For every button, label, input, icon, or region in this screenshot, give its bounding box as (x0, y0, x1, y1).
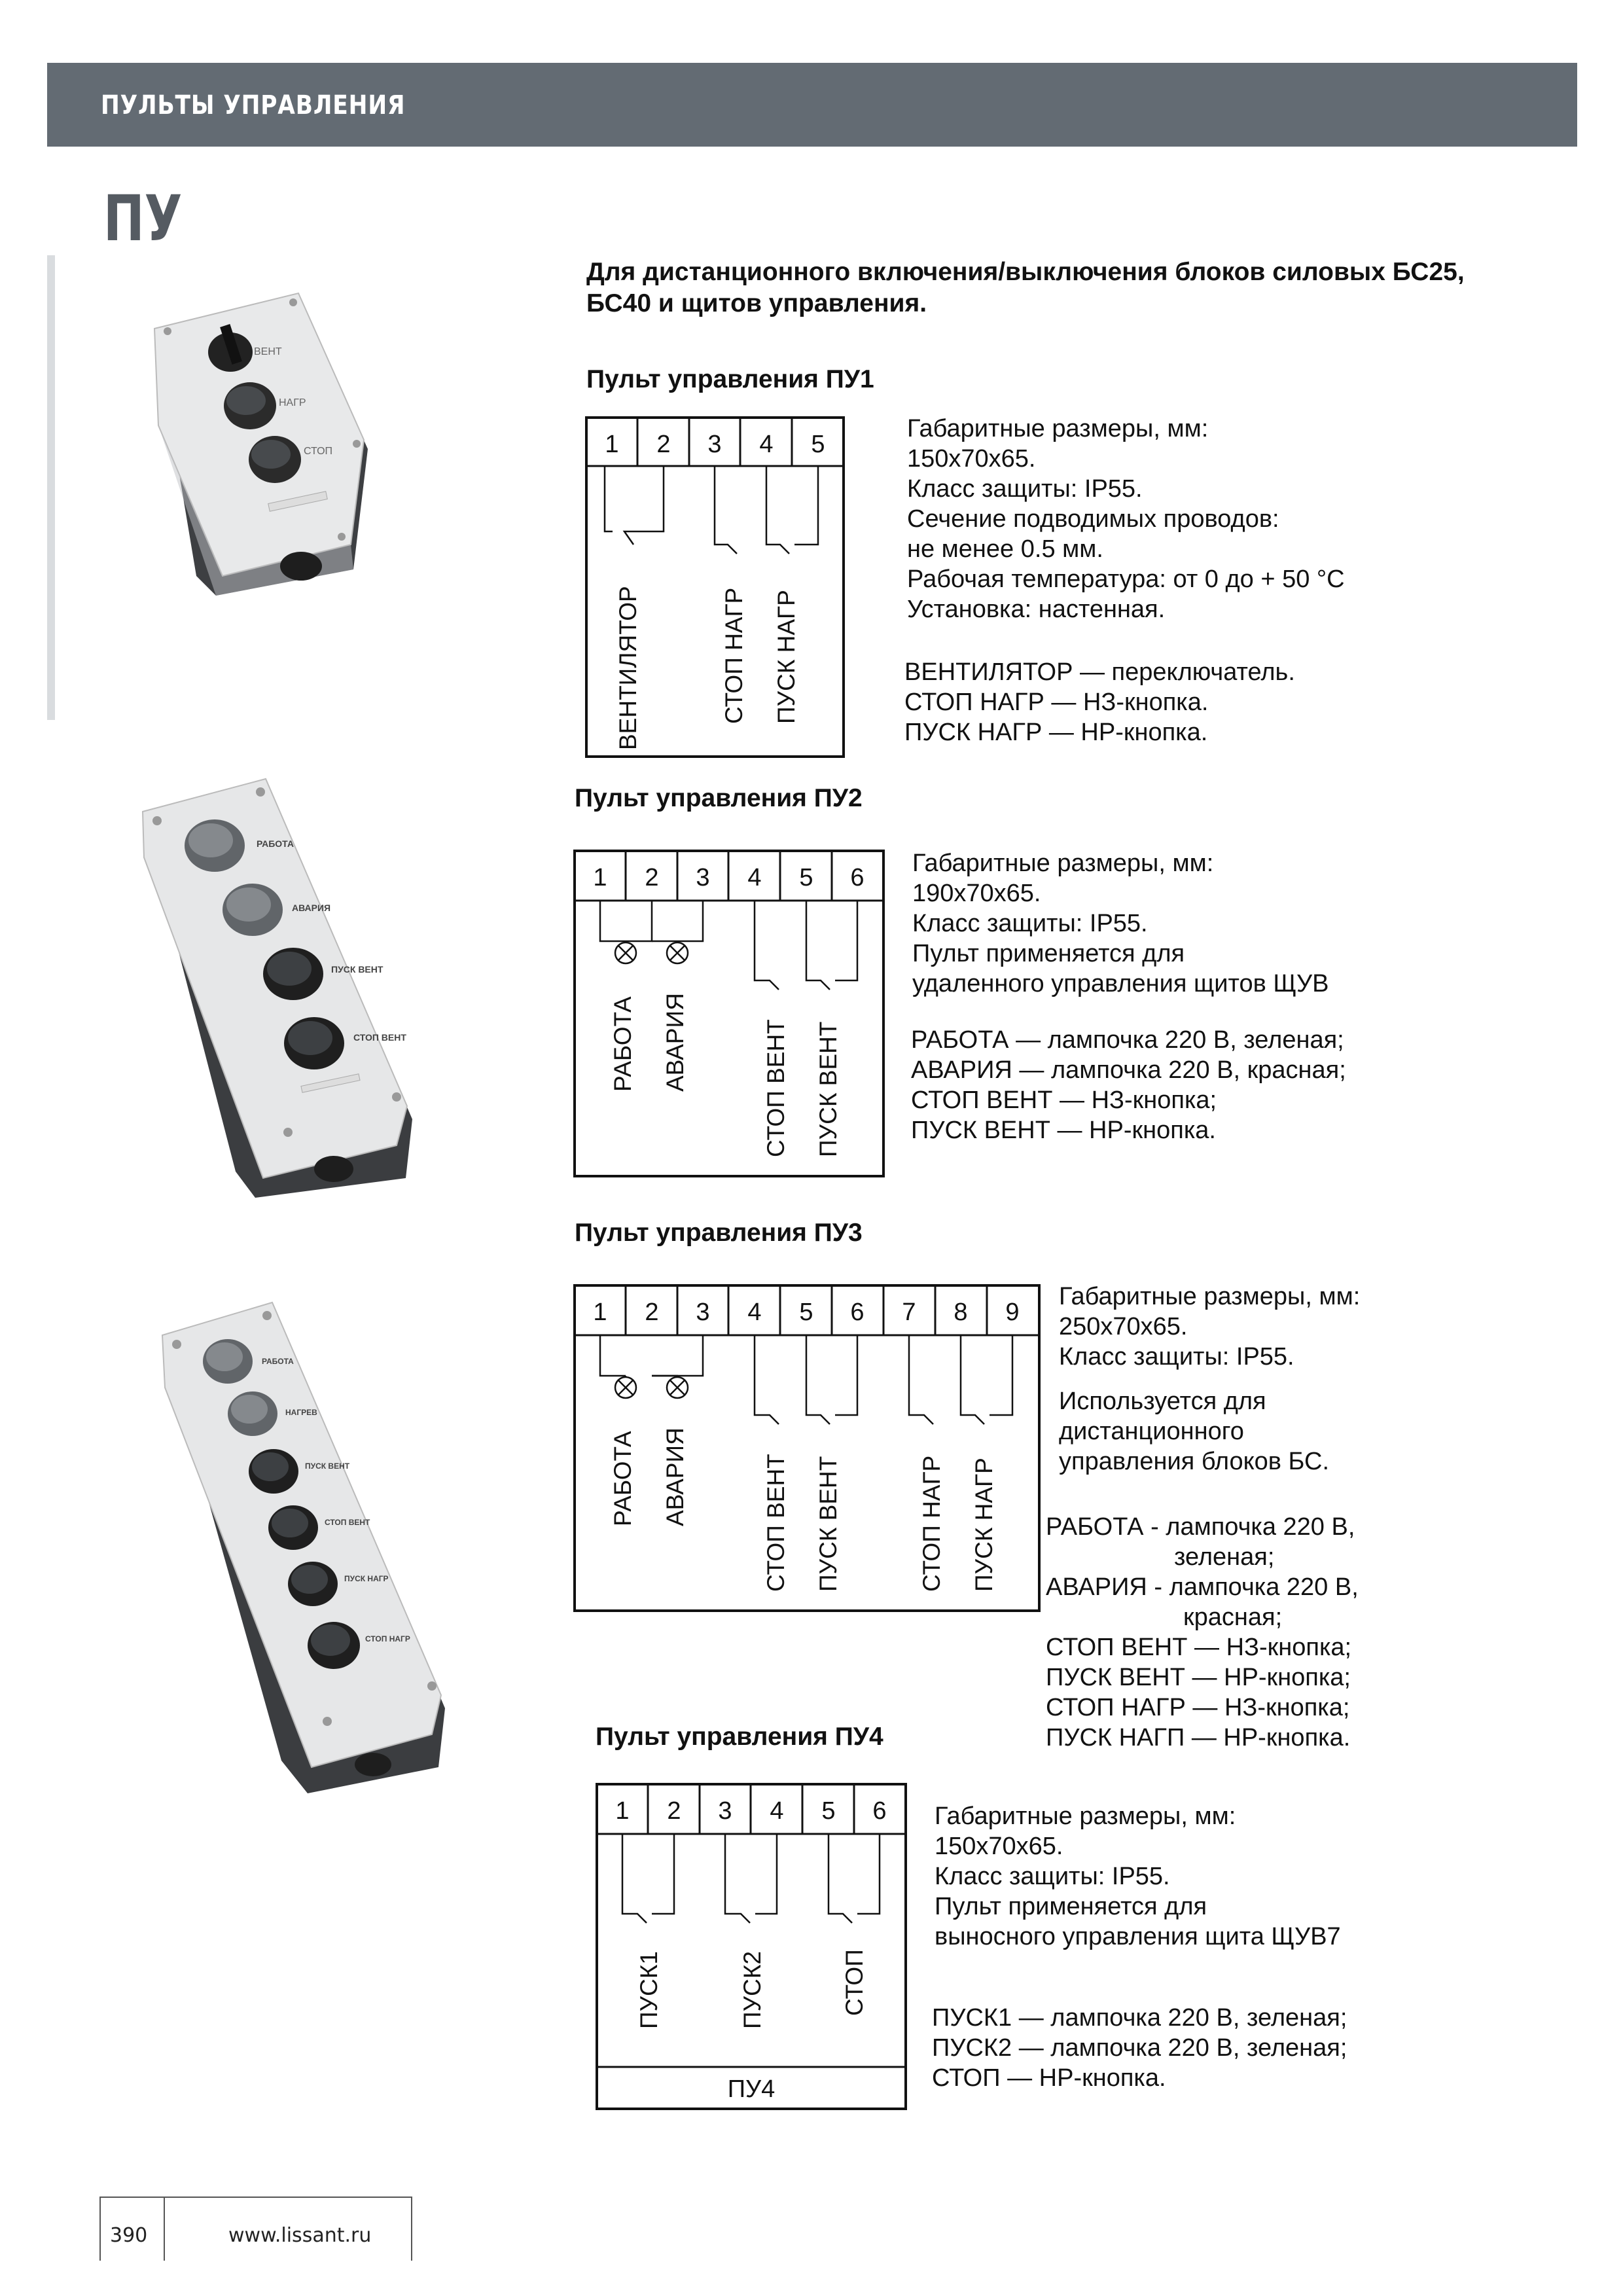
pu2-terminal: 2 (645, 864, 659, 891)
pu1-diagram (585, 416, 847, 763)
pu4-footer-label: ПУ4 (727, 2075, 776, 2103)
pu4-terminal: 6 (872, 1797, 887, 1825)
pu3-specs (1059, 1282, 1360, 1477)
pu2-spec-line: Пульт применяется для (912, 940, 1185, 967)
pu1-photo-label: СТОП (304, 446, 333, 457)
pu4-spec-line: Пульт применяется для (935, 1893, 1207, 1920)
pu3-terminal: 1 (593, 1299, 607, 1326)
pu2-photo-label: АВАРИЯ (292, 903, 331, 913)
pu3-spec-line: Габаритные размеры, мм: (1059, 1283, 1361, 1310)
pu3-spec-line: 250x70x65. (1059, 1313, 1188, 1340)
pu4-title: Пульт управления ПУ4 (596, 1723, 883, 1751)
pu3-photo-label: ПУСК ВЕНТ (305, 1462, 350, 1471)
pu2-spec-line: 190x70x65. (912, 880, 1041, 907)
pu3-label: ПУСК НАГР (971, 1458, 997, 1592)
pu3-terminal: 4 (747, 1299, 762, 1326)
pu2-terminal: 3 (696, 864, 710, 891)
pu4-terminal: 2 (667, 1797, 681, 1825)
pu3-terminal: 6 (850, 1299, 865, 1326)
pu3-legend-line: ПУСК НАГП — НР-кнопка. (1046, 1724, 1351, 1751)
pu1-label: ПУСК НАГР (773, 590, 800, 724)
pu3-photo-label: СТОП ВЕНТ (325, 1518, 370, 1527)
pu2-legend-line: СТОП ВЕНТ — НЗ-кнопка; (911, 1086, 1217, 1114)
pu3-terminal: 9 (1005, 1299, 1020, 1326)
pu3-terminal: 7 (902, 1299, 916, 1326)
pu1-spec-line: Габаритные размеры, мм: (907, 415, 1209, 442)
pu1-spec-line: 150x70x65. (907, 445, 1036, 473)
pu4-label: ПУСК2 (739, 1951, 766, 2029)
pu3-photo-label: ПУСК НАГР (344, 1574, 389, 1583)
pu3-photo-label: СТОП НАГР (365, 1634, 410, 1643)
pu3-usage-line: дистанционного (1059, 1418, 1244, 1445)
pu1-title: Пульт управления ПУ1 (586, 365, 874, 393)
pu2-specs (912, 848, 1329, 999)
pu1-spec-line: Сечение подводимых проводов: (907, 505, 1279, 533)
pu3-terminal: 3 (696, 1299, 710, 1326)
pu3-usage-line: управления блоков БС. (1059, 1448, 1330, 1475)
pu3-usage-line: Используется для (1059, 1388, 1266, 1415)
pu1-photo (144, 288, 380, 596)
pu4-terminal: 1 (615, 1797, 630, 1825)
pu1-photo-label: ВЕНТ (254, 346, 282, 357)
pu2-legend (911, 1025, 1346, 1145)
pu1-spec-line: Установка: настенная. (907, 596, 1166, 623)
pu2-terminal: 4 (747, 864, 762, 891)
pu4-terminal: 5 (821, 1797, 836, 1825)
pu3-legend-line: красная; (1183, 1604, 1283, 1631)
pu1-legend-line: ВЕНТИЛЯТОР — переключатель. (904, 658, 1295, 686)
pu3-label: СТОП ВЕНТ (762, 1454, 789, 1592)
pu3-terminal: 8 (954, 1299, 968, 1326)
pu3-title: Пульт управления ПУ3 (575, 1219, 863, 1247)
pu3-legend-line: СТОП ВЕНТ — НЗ-кнопка; (1046, 1634, 1352, 1661)
pu4-label: ПУСК1 (635, 1951, 662, 2029)
pu4-specs (935, 1801, 1341, 1952)
pu1-spec-line: не менее 0.5 мм. (907, 535, 1103, 563)
pu1-terminal: 1 (605, 431, 619, 458)
pu3-terminal: 2 (645, 1299, 659, 1326)
pu3-legend-line: СТОП НАГР — НЗ-кнопка; (1046, 1694, 1350, 1721)
pu3-terminal: 5 (799, 1299, 813, 1326)
pu3-photo (157, 1302, 452, 1800)
pu3-spec-line: Класс защиты: IP55. (1059, 1343, 1294, 1371)
pu3-label: ПУСК ВЕНТ (815, 1456, 842, 1592)
pu1-legend (904, 657, 1295, 747)
header-title: ПУЛЬТЫ УПРАВЛЕНИЯ (101, 90, 406, 120)
pu1-terminal: 5 (811, 431, 825, 458)
pu1-terminal: 3 (707, 431, 722, 458)
pu2-legend-line: АВАРИЯ — лампочка 220 В, красная; (911, 1056, 1346, 1084)
pu2-label: СТОП ВЕНТ (762, 1019, 789, 1157)
pu4-legend (932, 2003, 1347, 2093)
pu3-label: СТОП НАГР (918, 1455, 945, 1592)
page-number: 390 (110, 2224, 148, 2247)
pu2-spec-line: Габаритные размеры, мм: (912, 850, 1214, 877)
header-bar (47, 63, 1577, 147)
pu4-spec-line: Класс защиты: IP55. (935, 1863, 1170, 1890)
intro-text: Для дистанционного включения/выключения блоков силовых БС25, БС40 и щитов управления. (586, 258, 1465, 317)
pu1-label: ВЕНТИЛЯТОР (615, 586, 641, 750)
pu1-terminal: 4 (759, 431, 774, 458)
pu1-spec-line: Класс защиты: IP55. (907, 475, 1143, 503)
pu3-photo-label: РАБОТА (262, 1357, 294, 1366)
pu2-photo-label: СТОП ВЕНТ (353, 1032, 406, 1043)
footer-divider (164, 2198, 165, 2261)
pu4-diagram (596, 1783, 910, 2113)
pu1-terminal: 2 (656, 431, 671, 458)
pu2-title: Пульт управления ПУ2 (575, 784, 863, 812)
pu2-terminal: 6 (850, 864, 865, 891)
side-rule (47, 255, 55, 720)
website-link[interactable]: www.lissant.ru (228, 2224, 372, 2247)
pu4-legend-line: СТОП — НР-кнопка. (932, 2064, 1166, 2092)
pu3-legend-line: ПУСК ВЕНТ — НР-кнопка; (1046, 1664, 1351, 1691)
pu4-terminal: 3 (718, 1797, 732, 1825)
pu1-photo-label: НАГР (279, 397, 306, 408)
pu4-label: СТОП (841, 1949, 868, 2016)
page-footer (99, 2197, 412, 2261)
pu1-legend-line: СТОП НАГР — НЗ-кнопка. (904, 689, 1209, 716)
pu2-legend-line: РАБОТА — лампочка 220 В, зеленая; (911, 1026, 1344, 1054)
pu2-spec-line: Класс защиты: IP55. (912, 910, 1148, 937)
pu2-terminal: 5 (799, 864, 813, 891)
pu4-spec-line: выносного управления щита ЩУВ7 (935, 1923, 1341, 1950)
pu2-spec-line: удаленного управления щитов ЩУВ (912, 970, 1329, 997)
pu3-legend-line: РАБОТА - лампочка 220 В, (1046, 1513, 1355, 1541)
pu4-terminal: 4 (770, 1797, 784, 1825)
section-title: ПУ (103, 182, 183, 255)
pu3-legend-line: зеленая; (1174, 1543, 1275, 1571)
pu3-legend-line: АВАРИЯ - лампочка 220 В, (1046, 1573, 1359, 1601)
pu3-diagram (573, 1284, 1044, 1615)
pu1-label: СТОП НАГР (721, 587, 747, 724)
pu3-photo-label: НАГРЕВ (285, 1408, 317, 1417)
pu3-legend (1046, 1512, 1359, 1753)
pu2-photo-label: РАБОТА (257, 838, 294, 849)
pu2-diagram (573, 850, 887, 1179)
pu4-legend-line: ПУСК1 — лампочка 220 В, зеленая; (932, 2004, 1347, 2032)
pu2-photo (137, 779, 425, 1198)
pu4-spec-line: 150x70x65. (935, 1833, 1063, 1860)
pu2-photo-label: ПУСК ВЕНТ (331, 964, 383, 975)
pu4-spec-line: Габаритные размеры, мм: (935, 1803, 1236, 1830)
pu4-legend-line: ПУСК2 — лампочка 220 В, зеленая; (932, 2034, 1347, 2062)
pu1-specs (907, 414, 1345, 624)
pu1-spec-line: Рабочая температура: от 0 до + 50 °С (907, 565, 1345, 593)
pu2-terminal: 1 (593, 864, 607, 891)
pu2-legend-line: ПУСК ВЕНТ — НР-кнопка. (911, 1117, 1216, 1144)
pu2-label: РАБОТА (609, 996, 636, 1092)
pu2-label: АВАРИЯ (662, 993, 688, 1092)
pu3-label: РАБОТА (609, 1431, 636, 1526)
pu3-label: АВАРИЯ (662, 1427, 688, 1526)
pu2-label: ПУСК ВЕНТ (815, 1021, 842, 1157)
pu1-legend-line: ПУСК НАГР — НР-кнопка. (904, 719, 1208, 746)
